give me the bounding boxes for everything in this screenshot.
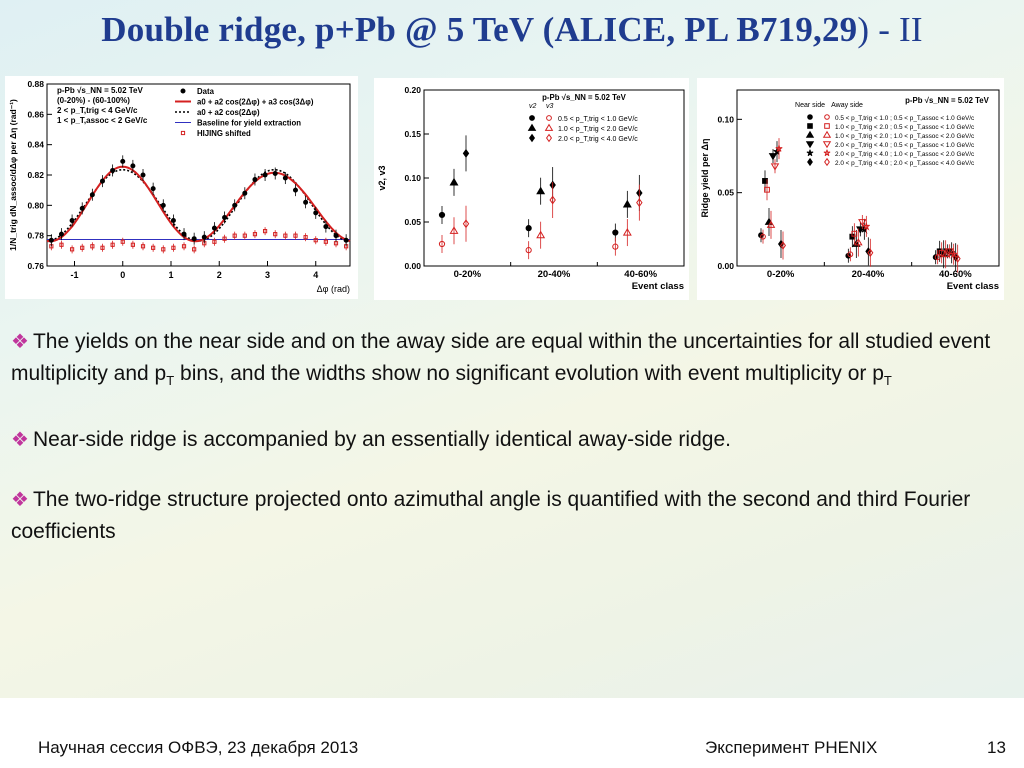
legend-entry: 2.0 < p_T,trig < 4.0 ; 2.0 < p_T,assoc < 4.0 GeV/c xyxy=(835,160,975,167)
legend-marker xyxy=(546,125,553,131)
legend-marker xyxy=(547,135,552,142)
data-point xyxy=(59,232,63,236)
bullet-item xyxy=(11,424,1011,456)
plot-header: p-Pb √s_NN = 5.02 TeV xyxy=(905,96,989,105)
y-tick-label: 0.00 xyxy=(404,261,421,271)
plot-header: p-Pb √s_NN = 5.02 TeV xyxy=(542,93,626,102)
plot-header: 2 < p_T,trig < 4 GeV/c xyxy=(57,106,138,115)
data-point xyxy=(202,235,206,239)
data-point xyxy=(334,234,338,238)
v2-v3-plot xyxy=(374,78,689,300)
legend-entry: 1.0 < p_T,trig < 2.0 GeV/c xyxy=(558,126,638,133)
legend-marker xyxy=(807,150,813,156)
category-label: 0-20% xyxy=(453,269,482,280)
data-point xyxy=(526,226,531,231)
legend-entry: 1.0 < p_T,trig < 2.0 ; 1.0 < p_T,assoc < 2.0 GeV/c xyxy=(835,133,975,140)
data-point xyxy=(121,159,125,163)
data-point xyxy=(80,206,84,210)
legend-data-marker xyxy=(181,89,185,93)
y-tick-label: 0.15 xyxy=(404,129,421,139)
legend-col-header: v3 xyxy=(546,103,554,110)
data-point xyxy=(344,238,348,242)
v2-v3-plot-panel xyxy=(374,78,689,300)
y-tick-label: 0.76 xyxy=(27,261,44,271)
data-point xyxy=(49,238,53,242)
y-tick-label: 0.84 xyxy=(27,139,44,150)
bullet-text: bins, and the widths show no significant evolution with event multiplicity or p xyxy=(174,362,884,385)
data-point xyxy=(613,230,618,235)
legend-entry: a0 + a2 cos(2Δφ) + a3 cos(3Δφ) xyxy=(197,97,314,107)
y-tick-label: 0.05 xyxy=(404,217,421,227)
legend-marker xyxy=(825,124,830,129)
legend-entry: HIJING shifted xyxy=(197,129,251,138)
plot-header: 1 < p_T,assoc < 2 GeV/c xyxy=(57,116,148,125)
correlation-plot-panel xyxy=(5,76,358,299)
y-tick-label: 0.86 xyxy=(27,109,44,120)
y-tick-label: 0.80 xyxy=(27,200,44,211)
bullet-text: The two-ridge structure projected onto azimuthal angle is quantified with the second and third Fourier coefficients xyxy=(11,488,971,544)
data-point xyxy=(151,187,155,191)
x-tick-label: -1 xyxy=(70,270,79,280)
legend-marker xyxy=(825,115,830,120)
data-point xyxy=(111,168,115,172)
diamond-bullet-icon: ❖ xyxy=(11,489,29,512)
category-label: 40-60% xyxy=(624,269,658,280)
legend-marker xyxy=(807,132,814,138)
legend-hijing-marker xyxy=(181,131,184,134)
x-tick-label: 3 xyxy=(264,270,271,280)
bullet-item xyxy=(11,326,1011,396)
legend-col-header: v2 xyxy=(529,103,537,110)
data-point xyxy=(100,179,104,183)
category-label: 20-40% xyxy=(851,269,885,280)
data-point xyxy=(304,200,308,204)
legend-marker xyxy=(808,159,813,166)
y-axis-label: Ridge yield per Δη xyxy=(700,138,710,218)
legend-col-header: Away side xyxy=(831,102,863,109)
y-tick-label: 0.00 xyxy=(717,261,734,271)
ridge-yield-plot xyxy=(697,78,1004,300)
legend-marker xyxy=(807,142,814,148)
bullet-text: Near-side ridge is accompanied by an essentially identical away-side ridge. xyxy=(32,428,731,452)
legend-marker xyxy=(824,150,830,156)
y-tick-label: 0.78 xyxy=(27,230,44,241)
y-axis-label: 1/N_trig dN_assoc/dΔφ per Δη (rad⁻¹) xyxy=(8,99,18,251)
title-main: Double ridge, p+Pb @ 5 TeV (ALICE, PL B719,29 xyxy=(101,10,858,49)
correlation-plot xyxy=(5,76,358,299)
data-point xyxy=(293,188,297,192)
legend-entry: 2.0 < p_T,trig < 4.0 ; 1.0 < p_T,assoc < 2.0 GeV/c xyxy=(835,151,975,158)
data-point xyxy=(243,191,247,195)
x-tick-label: 2 xyxy=(216,270,222,280)
diamond-bullet-icon: ❖ xyxy=(11,429,29,452)
y-tick-label: 0.20 xyxy=(404,85,421,95)
plot-header: p-Pb √s_NN = 5.02 TeV xyxy=(57,86,143,95)
legend-marker xyxy=(808,115,813,120)
page-number: 13 xyxy=(987,738,1006,757)
data-point xyxy=(314,211,318,215)
legend-marker xyxy=(530,135,535,142)
data-point xyxy=(450,179,457,185)
y-tick-label: 0.88 xyxy=(27,79,44,89)
slide-title xyxy=(0,10,1024,50)
data-point xyxy=(171,219,175,223)
x-tick-label: 1 xyxy=(168,270,174,280)
legend-col-header: Near side xyxy=(795,102,825,109)
legend-marker xyxy=(530,116,535,121)
data-point xyxy=(537,188,544,194)
legend-entry: 2.0 < p_T,trig < 4.0 ; 0.5 < p_T,assoc < 1.0 GeV/c xyxy=(835,142,975,149)
data-point xyxy=(233,203,237,207)
data-point xyxy=(131,164,135,168)
legend-marker xyxy=(547,116,552,121)
y-axis-label: v2, v3 xyxy=(377,165,387,191)
data-point xyxy=(192,237,196,241)
x-axis-label: Event class xyxy=(631,281,684,292)
y-tick-label: 0.05 xyxy=(717,187,734,198)
category-label: 40-60% xyxy=(938,269,972,280)
data-point xyxy=(212,226,216,230)
legend-marker xyxy=(808,124,813,129)
fit-a2-curve xyxy=(47,170,350,241)
category-label: 20-40% xyxy=(537,269,571,280)
data-point xyxy=(439,212,444,217)
data-point xyxy=(90,193,94,197)
legend-marker xyxy=(824,142,831,148)
x-tick-label: 0 xyxy=(120,270,126,280)
data-point xyxy=(253,178,257,182)
data-point xyxy=(182,232,186,236)
data-point xyxy=(273,171,277,175)
ridge-yield-plot-panel xyxy=(697,78,1004,300)
data-point xyxy=(161,203,165,207)
category-label: 0-20% xyxy=(766,269,795,280)
data-point xyxy=(463,150,468,157)
bullet-subscript: T xyxy=(883,373,892,389)
footer-experiment: Эксперимент PHENIX xyxy=(705,738,878,757)
data-point xyxy=(141,173,145,177)
legend-entry: 2.0 < p_T,trig < 4.0 GeV/c xyxy=(558,136,638,143)
legend-marker xyxy=(825,159,830,166)
footer-session: Научная сессия ОФВЭ, 23 декабря 2013 xyxy=(38,738,359,757)
bullet-item xyxy=(11,484,1011,547)
plot-frame xyxy=(424,90,684,266)
legend-marker xyxy=(824,132,831,138)
legend-marker xyxy=(529,125,536,131)
legend-entry: 0.5 < p_T,trig < 1.0 GeV/c xyxy=(558,116,638,123)
data-point xyxy=(263,173,267,177)
legend-entry: 1.0 < p_T,trig < 2.0 ; 0.5 < p_T,assoc < 1.0 GeV/c xyxy=(835,124,975,131)
x-tick-label: 4 xyxy=(313,270,319,280)
legend-entry: Data xyxy=(197,87,214,96)
x-axis-label: Event class xyxy=(946,281,999,292)
bullet-text: The yields on the near side and on the away side are equal within the uncertainties for all studied event multiplicity and p xyxy=(11,330,991,385)
legend-entry: 0.5 < p_T,trig < 1.0 ; 0.5 < p_T,assoc < 1.0 GeV/c xyxy=(835,115,975,122)
x-axis-label: Δφ (rad) xyxy=(316,284,350,294)
data-point xyxy=(624,201,631,207)
plot-header: (0-20%) - (60-100%) xyxy=(57,96,130,105)
legend-entry: Baseline for yield extraction xyxy=(197,118,301,128)
data-point xyxy=(223,215,227,219)
title-suffix: ) - II xyxy=(857,10,923,49)
bullet-list xyxy=(11,326,1011,575)
y-tick-label: 0.82 xyxy=(27,170,44,180)
data-point xyxy=(70,219,74,223)
legend-entry: a0 + a2 cos(2Δφ) xyxy=(197,108,260,117)
diamond-bullet-icon: ❖ xyxy=(11,331,29,353)
bullet-subscript: T xyxy=(166,373,175,389)
data-point xyxy=(283,176,287,180)
y-tick-label: 0.10 xyxy=(717,114,734,125)
y-tick-label: 0.10 xyxy=(404,173,421,183)
data-point xyxy=(324,225,328,229)
